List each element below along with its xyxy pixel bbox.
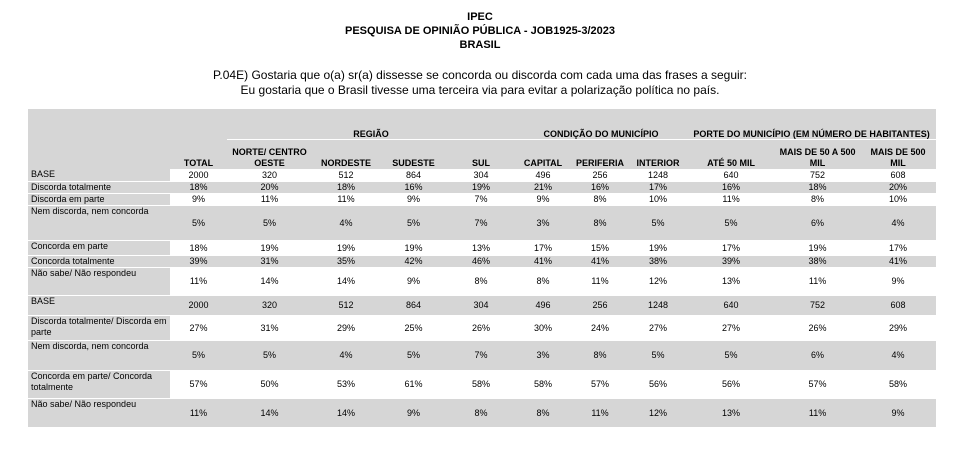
table-cell: 14% <box>227 398 312 427</box>
table-cell: 11% <box>571 398 629 427</box>
table-row <box>28 193 936 205</box>
table-cell: 13% <box>687 267 775 295</box>
table-cell: 512 <box>312 295 380 315</box>
table-cell: 53% <box>312 370 380 398</box>
table-cell: 27% <box>170 315 227 340</box>
table-row <box>28 169 936 181</box>
table-cell: 6% <box>775 205 860 240</box>
table-cell: 30% <box>515 315 571 340</box>
header-total-spacer <box>170 109 227 139</box>
table-cell: 10% <box>860 193 936 205</box>
table-cell: 496 <box>515 295 571 315</box>
report-header <box>0 0 960 52</box>
table-cell: 38% <box>629 255 687 267</box>
col-capital: CAPITAL <box>515 139 571 169</box>
table-cell: 19% <box>312 240 380 255</box>
table-cell: 2000 <box>170 295 227 315</box>
table-cell: 11% <box>775 267 860 295</box>
table-row <box>28 315 936 340</box>
table-cell: 9% <box>380 193 447 205</box>
table-cell: 16% <box>687 181 775 193</box>
table-cell: 11% <box>571 267 629 295</box>
row-label: Não sabe/ Não respondeu <box>28 267 170 295</box>
table-cell: 752 <box>775 169 860 181</box>
table-cell: 5% <box>170 205 227 240</box>
table-cell: 5% <box>227 205 312 240</box>
group-condicao: CONDIÇÃO DO MUNICÍPIO <box>515 109 687 139</box>
table-cell: 14% <box>227 267 312 295</box>
table-cell: 864 <box>380 295 447 315</box>
table-cell: 5% <box>227 340 312 370</box>
table-cell: 20% <box>860 181 936 193</box>
table-cell: 4% <box>860 205 936 240</box>
row-label: Discorda em parte <box>28 193 170 205</box>
table-cell: 31% <box>227 315 312 340</box>
table-row <box>28 181 936 193</box>
col-mais-500-mil: MAIS DE 500 MIL <box>860 139 936 169</box>
col-sudeste: SUDESTE <box>380 139 447 169</box>
col-ate-50-mil: ATÉ 50 MIL <box>687 139 775 169</box>
table-cell: 8% <box>515 267 571 295</box>
table-cell: 56% <box>687 370 775 398</box>
col-sul: SUL <box>447 139 515 169</box>
row-label: Não sabe/ Não respondeu <box>28 398 170 427</box>
table-cell: 8% <box>571 340 629 370</box>
table-cell: 9% <box>380 398 447 427</box>
group-porte: PORTE DO MUNICÍPIO (EM NÚMERO DE HABITANTES) <box>687 109 936 139</box>
col-interior: INTERIOR <box>629 139 687 169</box>
table-cell: 19% <box>447 181 515 193</box>
table-cell: 27% <box>687 315 775 340</box>
table-cell: 13% <box>687 398 775 427</box>
row-label: BASE <box>28 169 170 181</box>
table-cell: 18% <box>170 240 227 255</box>
table-cell: 2000 <box>170 169 227 181</box>
row-label: BASE <box>28 295 170 315</box>
table-cell: 496 <box>515 169 571 181</box>
table-cell: 8% <box>447 267 515 295</box>
table-cell: 17% <box>515 240 571 255</box>
table-cell: 4% <box>860 340 936 370</box>
table-cell: 13% <box>447 240 515 255</box>
table-cell: 640 <box>687 169 775 181</box>
table-cell: 3% <box>515 340 571 370</box>
table-cell: 320 <box>227 169 312 181</box>
table-cell: 752 <box>775 295 860 315</box>
table-cell: 5% <box>380 205 447 240</box>
table-cell: 7% <box>447 205 515 240</box>
table-body <box>28 169 936 427</box>
table-cell: 11% <box>170 267 227 295</box>
table-row <box>28 295 936 315</box>
col-nordeste: NORDESTE <box>312 139 380 169</box>
col-50-a-500-mil: MAIS DE 50 A 500 MIL <box>775 139 860 169</box>
table-cell: 18% <box>775 181 860 193</box>
table-cell: 18% <box>170 181 227 193</box>
table-cell: 512 <box>312 169 380 181</box>
table-cell: 19% <box>227 240 312 255</box>
report-subtitle: PESQUISA DE OPINIÃO PÚBLICA - JOB1925-3/2023 <box>345 25 615 37</box>
table-cell: 39% <box>687 255 775 267</box>
table-cell: 11% <box>312 193 380 205</box>
table-cell: 9% <box>515 193 571 205</box>
col-periferia: PERIFERIA <box>571 139 629 169</box>
table-cell: 304 <box>447 169 515 181</box>
table-cell: 29% <box>312 315 380 340</box>
results-table <box>28 109 936 428</box>
table-row <box>28 205 936 240</box>
table-cell: 19% <box>380 240 447 255</box>
table-row <box>28 370 936 398</box>
table-cell: 35% <box>312 255 380 267</box>
table-cell: 304 <box>447 295 515 315</box>
table-header <box>28 109 936 169</box>
question-text <box>0 68 960 98</box>
row-label: Nem discorda, nem concorda <box>28 340 170 370</box>
table-cell: 11% <box>170 398 227 427</box>
table-cell: 57% <box>571 370 629 398</box>
table-cell: 7% <box>447 340 515 370</box>
table-row <box>28 255 936 267</box>
table-cell: 5% <box>629 205 687 240</box>
table-cell: 608 <box>860 169 936 181</box>
table-row <box>28 240 936 255</box>
table-cell: 58% <box>515 370 571 398</box>
table-cell: 24% <box>571 315 629 340</box>
table-cell: 5% <box>687 205 775 240</box>
table-cell: 26% <box>775 315 860 340</box>
col-total: TOTAL <box>170 139 227 169</box>
table-cell: 5% <box>380 340 447 370</box>
table-cell: 608 <box>860 295 936 315</box>
table-cell: 26% <box>447 315 515 340</box>
table-row <box>28 267 936 295</box>
table-cell: 20% <box>227 181 312 193</box>
table-cell: 640 <box>687 295 775 315</box>
table-cell: 8% <box>571 193 629 205</box>
table-cell: 8% <box>571 205 629 240</box>
table-cell: 61% <box>380 370 447 398</box>
table-cell: 19% <box>775 240 860 255</box>
table-cell: 12% <box>629 267 687 295</box>
table-cell: 39% <box>170 255 227 267</box>
table-cell: 17% <box>860 240 936 255</box>
report-scope: BRASIL <box>459 39 501 51</box>
table-cell: 16% <box>571 181 629 193</box>
table-cell: 8% <box>447 398 515 427</box>
table-cell: 25% <box>380 315 447 340</box>
table-cell: 58% <box>860 370 936 398</box>
table-cell: 46% <box>447 255 515 267</box>
table-cell: 42% <box>380 255 447 267</box>
table-cell: 41% <box>571 255 629 267</box>
table-cell: 41% <box>515 255 571 267</box>
table-cell: 15% <box>571 240 629 255</box>
table-cell: 320 <box>227 295 312 315</box>
question-line-1: P.04E) Gostaria que o(a) sr(a) dissesse se concorda ou discorda com cada uma das frases a seguir: <box>212 68 748 82</box>
table-cell: 9% <box>380 267 447 295</box>
table-cell: 8% <box>775 193 860 205</box>
table-cell: 3% <box>515 205 571 240</box>
table-cell: 27% <box>629 315 687 340</box>
table-cell: 1248 <box>629 295 687 315</box>
table-cell: 11% <box>227 193 312 205</box>
row-label: Discorda totalmente/ Discorda em parte <box>28 315 170 340</box>
question-line-2: Eu gostaria que o Brasil tivesse uma terceira via para evitar a polarização política no país. <box>240 83 720 97</box>
table-cell: 9% <box>860 267 936 295</box>
row-label: Concorda em parte <box>28 240 170 255</box>
table-cell: 8% <box>515 398 571 427</box>
table-cell: 57% <box>775 370 860 398</box>
table-cell: 41% <box>860 255 936 267</box>
table-cell: 56% <box>629 370 687 398</box>
table-row <box>28 340 936 370</box>
table-cell: 4% <box>312 205 380 240</box>
table-cell: 57% <box>170 370 227 398</box>
table-cell: 7% <box>447 193 515 205</box>
table-cell: 31% <box>227 255 312 267</box>
table-cell: 58% <box>447 370 515 398</box>
group-regiao: REGIÃO <box>227 109 515 139</box>
table-cell: 5% <box>629 340 687 370</box>
row-label: Nem discorda, nem concorda <box>28 205 170 240</box>
row-label: Concorda em parte/ Concorda totalmente <box>28 370 170 398</box>
table-cell: 5% <box>170 340 227 370</box>
table-cell: 50% <box>227 370 312 398</box>
table-row <box>28 398 936 427</box>
table-cell: 29% <box>860 315 936 340</box>
table-cell: 256 <box>571 169 629 181</box>
table-cell: 10% <box>629 193 687 205</box>
table-cell: 21% <box>515 181 571 193</box>
table-cell: 11% <box>775 398 860 427</box>
table-cell: 11% <box>687 193 775 205</box>
table-cell: 1248 <box>629 169 687 181</box>
table-cell: 9% <box>170 193 227 205</box>
table-cell: 17% <box>687 240 775 255</box>
table-cell: 256 <box>571 295 629 315</box>
table-cell: 17% <box>629 181 687 193</box>
table-cell: 18% <box>312 181 380 193</box>
header-corner <box>28 109 170 169</box>
table-cell: 14% <box>312 267 380 295</box>
col-norte-centro-oeste: NORTE/ CENTRO OESTE <box>227 139 312 169</box>
table-cell: 6% <box>775 340 860 370</box>
row-label: Concorda totalmente <box>28 255 170 267</box>
table-cell: 38% <box>775 255 860 267</box>
table-cell: 4% <box>312 340 380 370</box>
row-label: Discorda totalmente <box>28 181 170 193</box>
table-cell: 9% <box>860 398 936 427</box>
table-cell: 12% <box>629 398 687 427</box>
table-cell: 16% <box>380 181 447 193</box>
report-title: IPEC <box>467 11 493 23</box>
table-cell: 14% <box>312 398 380 427</box>
table-cell: 19% <box>629 240 687 255</box>
table-cell: 864 <box>380 169 447 181</box>
table-cell: 5% <box>687 340 775 370</box>
